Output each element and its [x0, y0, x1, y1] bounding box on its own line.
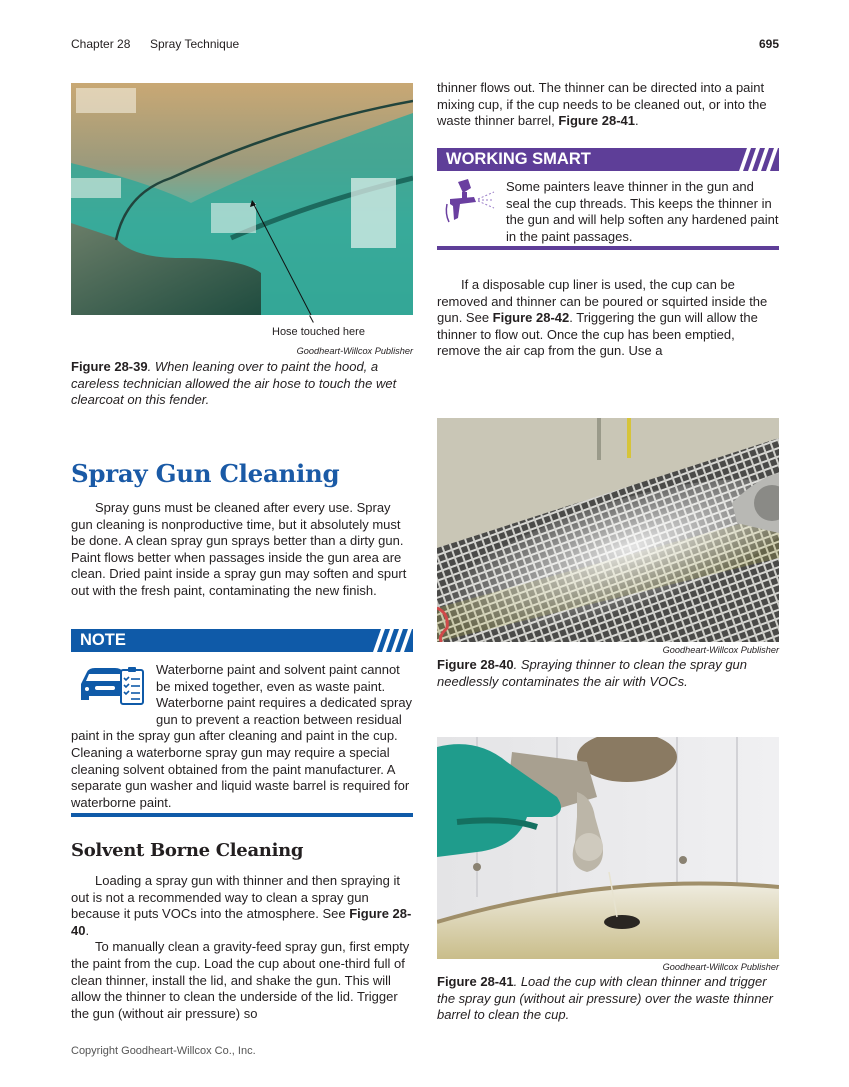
figure-label: Figure 28-39: [71, 359, 148, 374]
figure-28-39-credit: Goodheart-Willcox Publisher: [296, 346, 413, 356]
text: thinner flows out. The thinner can be directed into a paint mixing cup, if the cup needs to be cleaned out, or into the waste thinner barrel,: [437, 80, 767, 129]
figure-28-39-photo: [71, 83, 413, 315]
working-smart-header: [437, 148, 779, 171]
page-number: 695: [758, 37, 779, 51]
stripes-decoration-icon: [733, 148, 779, 171]
figure-28-40-credit: Goodheart-Willcox Publisher: [662, 645, 779, 655]
figure-reference: Figure 28-42: [492, 310, 570, 326]
chapter-number: Chapter 28: [71, 37, 131, 51]
caption-text: . Load the cup with clean thinner and trigger the spray gun (without air pressure) over the waste thinner barrel to clean the cup.: [437, 974, 774, 1023]
page-header: [71, 37, 779, 53]
note-bottom-rule: [71, 813, 413, 817]
text: . Triggering the gun will allow the thinner to flow out. Once the cup has been emptied, remove the air cap from the gun. Use a: [437, 310, 758, 359]
paragraph: [437, 277, 780, 360]
note-text: Waterborne paint and solvent paint cannot be mixed together, even as waste paint. Waterborne paint requires a dedicated spray gun to prevent a reaction between residual paint in the spray gun after cleaning and paint in the cup. Cleaning a waterborne spray gun may require a special cleaning solvent obtained from the paint manufacturer. A separate gun washer and liquid waste barrel is required for waterborne paint.: [71, 662, 413, 810]
figure-28-40-caption: [437, 657, 779, 690]
right-column-paragraph-1: [437, 80, 780, 130]
paragraph: [71, 873, 413, 939]
figure-28-39-caption: [71, 359, 413, 409]
subsection-body: [71, 873, 413, 1022]
subsection-title: Solvent Borne Cleaning: [71, 840, 304, 861]
figure-label: Figure 28-41: [437, 974, 514, 989]
text: If a disposable cup liner is used, the cup can be removed and thinner can be poured or squirted inside the gun. See: [437, 277, 768, 326]
figure-reference: Figure 28-40: [71, 906, 412, 938]
paragraph: [437, 80, 780, 130]
paragraph: To manually clean a gravity-feed spray gun, first empty the paint from the cup. Load the cup about one-third full of clean thinner, install the lid, and shake the gun. This will allow the thinner to clean the underside of the lid. Trigger the gun (without air pressure) so: [71, 939, 410, 1021]
section-intro: [71, 500, 413, 600]
working-smart-bottom-rule: [437, 246, 779, 250]
working-smart-title: WORKING SMART: [446, 150, 591, 168]
spray-gun-icon: [444, 178, 496, 226]
note-body: [71, 662, 413, 811]
figure-28-39-callout: Hose touched here: [272, 326, 365, 338]
chapter-title: Spray Technique: [150, 37, 240, 51]
note-title: NOTE: [80, 631, 126, 649]
text: Loading a spray gun with thinner and then spraying it out is not a recommended way to clean a spray gun because it puts VOCs into the atmosphere. See: [71, 873, 400, 922]
note-header: [71, 629, 413, 652]
figure-28-41-photo: [437, 737, 779, 959]
caption-text: . Spraying thinner to clean the spray gun needlessly contaminates the air with VOCs.: [437, 657, 748, 689]
callout-line: [309, 315, 314, 323]
figure-reference: Figure 28-41: [558, 113, 635, 129]
stripes-decoration-icon: [367, 629, 413, 652]
right-column-paragraph-2: [437, 277, 780, 360]
paragraph: Spray guns must be cleaned after every use. Spray gun cleaning is nonproductive time, but it absolutely must be done. A clean spray gun sprays better than a dirty gun. Paint flows better when passages inside the gun area are clean. Dried paint inside a spray gun may soften and spurt out with the fresh paint, contaminating the new finish.: [71, 500, 407, 598]
caption-text: . When leaning over to paint the hood, a careless technician allowed the air hose to touch the wet clearcoat on this fender.: [71, 359, 397, 408]
figure-label: Figure 28-40: [437, 657, 514, 672]
figure-28-41-caption: [437, 974, 779, 1024]
copyright-footer: Copyright Goodheart-Willcox Co., Inc.: [71, 1045, 256, 1057]
section-title: Spray Gun Cleaning: [71, 459, 340, 488]
working-smart-text: Some painters leave thinner in the gun and seal the cup threads. This keeps the thinner in the gun and will help soften any hardened paint in the paint passages.: [506, 179, 779, 244]
figure-28-40-photo: [437, 418, 779, 642]
text: .: [85, 922, 90, 938]
figure-28-41-credit: Goodheart-Willcox Publisher: [662, 962, 779, 972]
icon-spacer: [71, 662, 156, 712]
text: .: [635, 113, 639, 129]
